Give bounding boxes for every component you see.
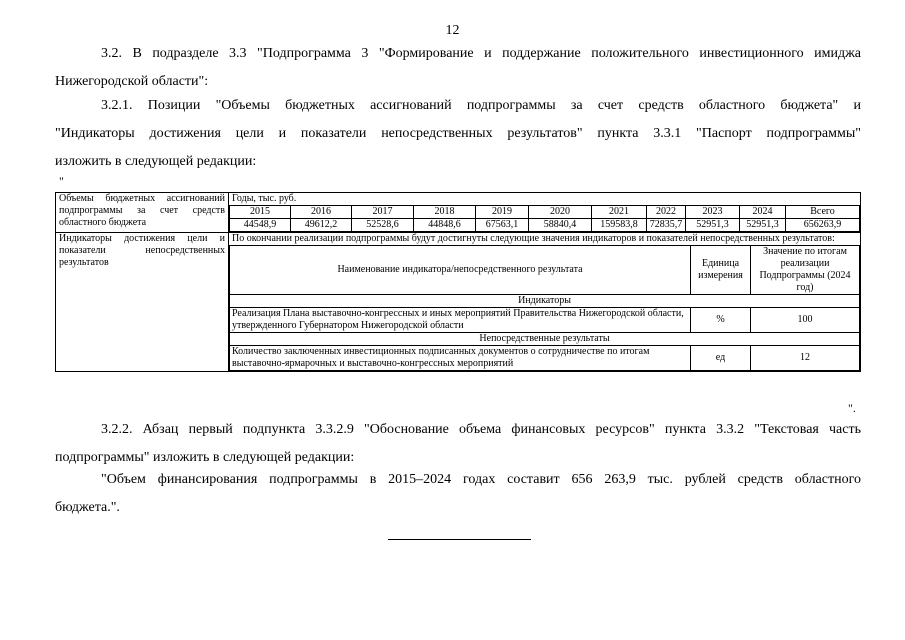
page-number: 12 bbox=[445, 23, 460, 38]
budget-value-cell: 72835,7 bbox=[647, 219, 686, 232]
year-cell: 2016 bbox=[291, 206, 352, 219]
indicators-intro: По окончании реализации подпрограммы будут достигнуты следующие значения индикаторов и показателей непосредственных результатов: bbox=[232, 233, 835, 244]
quote-open: " bbox=[59, 174, 64, 188]
indicators-label-cell: Индикаторы достижения цели и показатели непосредственных результатов bbox=[56, 233, 229, 372]
section-results: Непосредственные результаты bbox=[230, 333, 860, 346]
year-row bbox=[230, 206, 860, 219]
indicator-value: 100 bbox=[751, 308, 860, 333]
budget-value-cell: 58840,4 bbox=[529, 219, 592, 232]
budget-value-cell: 49612,2 bbox=[291, 219, 352, 232]
budget-value-cell: 67563,1 bbox=[476, 219, 529, 232]
year-cell: Всего bbox=[786, 206, 860, 219]
col-header-value: Значение по итогам реализации Подпрограммы (2024 год) bbox=[751, 246, 860, 295]
year-cell: 2017 bbox=[352, 206, 414, 219]
end-rule bbox=[388, 539, 531, 540]
paragraph-line: бюджета.". bbox=[55, 500, 120, 515]
indicators-table bbox=[229, 245, 860, 371]
indicator-name: Реализация Плана выставочно-конгрессных и иных мероприятий Правительства Нижегородской области, утвержденного Губернатором Нижегородской области bbox=[230, 308, 691, 333]
budget-value-cell: 44848,6 bbox=[414, 219, 476, 232]
budget-label-cell: Объемы бюджетных ассигнований подпрограммы за счет средств областного бюджета bbox=[56, 193, 229, 233]
paragraph-3-2 bbox=[55, 40, 861, 96]
year-cell: 2019 bbox=[476, 206, 529, 219]
result-name: Количество заключенных инвестиционных подписанных документов о сотрудничестве по итогам выставочно-ярмарочных и выставочно-конгрессных мероприятий bbox=[230, 346, 691, 371]
paragraph-financing bbox=[55, 466, 861, 522]
budget-years-table bbox=[229, 205, 860, 232]
paragraph-line: "Индикаторы достижения цели и показатели непосредственных результатов" пункта 3.3.1 "Паспорт подпрограммы" bbox=[55, 126, 861, 141]
result-unit: ед bbox=[691, 346, 751, 371]
budget-value-cell: 656263,9 bbox=[786, 219, 860, 232]
year-cell: 2020 bbox=[529, 206, 592, 219]
paragraph-line: изложить в следующей редакции: bbox=[55, 154, 257, 169]
year-cell: 2023 bbox=[686, 206, 740, 219]
col-header-unit: Единица измерения bbox=[691, 246, 751, 295]
year-cell: 2022 bbox=[647, 206, 686, 219]
budget-value-cell: 52951,3 bbox=[740, 219, 786, 232]
paragraph-line: 3.2.2. Абзац первый подпункта 3.3.2.9 "Обоснование объема финансовых ресурсов" пункта 3.3.2 "Текстовая часть bbox=[101, 422, 861, 437]
value-row bbox=[230, 219, 860, 232]
budget-value-cell: 44548,9 bbox=[230, 219, 291, 232]
paragraph-line: "Объем финансирования подпрограммы в 2015–2024 годах составит 656 263,9 тыс. рублей средств областного bbox=[101, 472, 861, 487]
budget-value-cell: 159583,8 bbox=[592, 219, 647, 232]
year-cell: 2024 bbox=[740, 206, 786, 219]
year-cell: 2021 bbox=[592, 206, 647, 219]
indicator-unit: % bbox=[691, 308, 751, 333]
paragraph-line: 3.2. В подразделе 3.3 "Подпрограмма 3 "Формирование и поддержание положительного инвестиционного имиджа bbox=[101, 46, 861, 61]
indicators-cell bbox=[229, 233, 861, 372]
paragraph-3-2-1 bbox=[55, 92, 861, 176]
paragraph-line: Нижегородской области": bbox=[55, 74, 209, 89]
budget-value-cell: 52951,3 bbox=[686, 219, 740, 232]
budget-value-cell: 52528,6 bbox=[352, 219, 414, 232]
paragraph-line: 3.2.1. Позиции "Объемы бюджетных ассигнований подпрограммы за счет средств областного бюджета" и bbox=[101, 98, 861, 113]
paragraph-3-2-2 bbox=[55, 416, 861, 472]
budget-cell bbox=[229, 193, 861, 233]
budget-units: Годы, тыс. руб. bbox=[232, 193, 297, 204]
paragraph-line: подпрограммы" изложить в следующей редакции: bbox=[55, 450, 355, 465]
year-cell: 2018 bbox=[414, 206, 476, 219]
quote-close: ". bbox=[848, 401, 856, 415]
result-value: 12 bbox=[751, 346, 860, 371]
year-cell: 2015 bbox=[230, 206, 291, 219]
passport-table bbox=[55, 192, 861, 372]
col-header-name: Наименование индикатора/непосредственного результата bbox=[230, 246, 691, 295]
section-indicators: Индикаторы bbox=[230, 295, 860, 308]
